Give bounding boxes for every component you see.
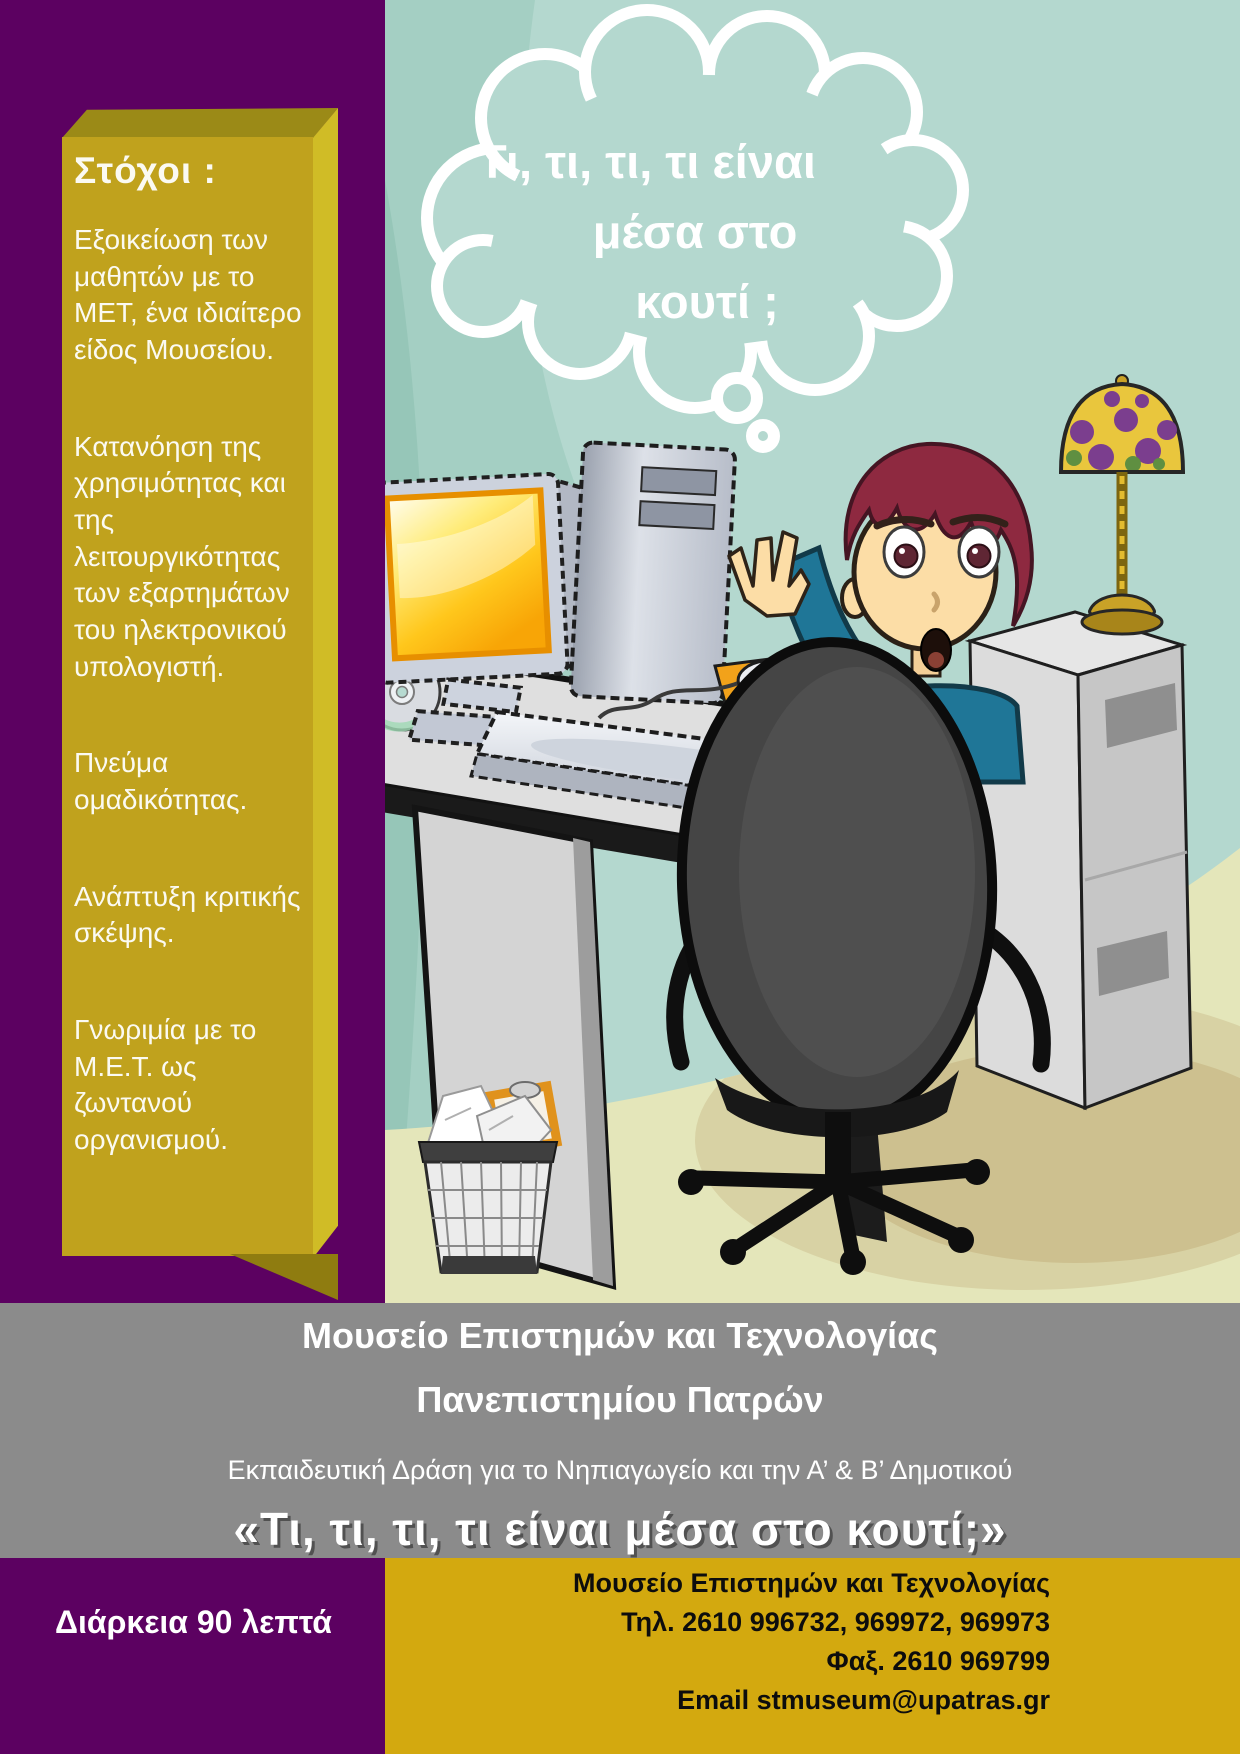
objectives-title: Στόχοι : bbox=[74, 150, 217, 191]
objective-item: Κατανόηση της χρησιμότητας και της λειτουργικότητας των εξαρτημάτων του ηλεκτρονικού υπολογιστή. bbox=[74, 430, 290, 682]
gold-box-fold bbox=[230, 1254, 338, 1300]
gold-box-side-face bbox=[313, 108, 338, 1258]
objective-item: Πνεύμα ομαδικότητας. bbox=[74, 747, 248, 816]
footer-purple-block bbox=[0, 1558, 385, 1754]
banner-subtitle: Εκπαιδευτική Δράση για το Νηπιαγωγείο και την Α’ & Β’ Δημοτικού bbox=[227, 1455, 1013, 1485]
objective-item: Ανάπτυξη κριτικής σκέψης. bbox=[74, 880, 301, 949]
bubble-text-line2: μέσα στο bbox=[592, 205, 798, 258]
contact-phone: Τηλ. 2610 996732, 969972, 969973 bbox=[621, 1607, 1050, 1637]
footer-gold-block bbox=[385, 1558, 1240, 1754]
tower-vent bbox=[639, 501, 714, 529]
sidebar bbox=[0, 0, 385, 1303]
banner-activity-title: «Τι, τι, τι, τι είναι μέσα στο κουτί;» bbox=[233, 1503, 1007, 1555]
objective-item: Εξοικείωση των μαθητών με το ΜΕΤ, ένα ιδιαίτερο είδος Μουσείου. bbox=[74, 224, 302, 366]
file-cabinet bbox=[970, 612, 1191, 1108]
contact-block bbox=[573, 1564, 1050, 1720]
contact-fax: Φαξ. 2610 969799 bbox=[826, 1646, 1050, 1676]
objectives-box bbox=[74, 150, 308, 1219]
trash-can bbox=[419, 1082, 557, 1274]
banner-museum-line1: Μουσείο Επιστημών και Τεχνολογίας bbox=[302, 1315, 938, 1356]
banner bbox=[0, 1303, 1240, 1558]
tower-vent bbox=[641, 467, 716, 495]
illustration-scene bbox=[385, 0, 1240, 1303]
banner-museum-line2: Πανεπιστημίου Πατρών bbox=[416, 1379, 824, 1420]
computer-tower bbox=[570, 442, 735, 704]
duration-label: Διάρκεια 90 λεπτά bbox=[55, 1604, 332, 1640]
contact-email: Email stmuseum@upatras.gr bbox=[677, 1685, 1050, 1715]
gold-box-top-face bbox=[62, 108, 338, 138]
bubble-text-line3: κουτί ; bbox=[635, 275, 779, 328]
contact-museum-name: Μουσείο Επιστημών και Τεχνολογίας bbox=[573, 1568, 1050, 1598]
footer bbox=[0, 1558, 1240, 1754]
objective-item: Γνωριμία με το Μ.Ε.Τ. ως ζωντανού οργανισμού. bbox=[74, 1014, 257, 1156]
bubble-text-line1: Τι, τι, τι, τι είναι bbox=[478, 135, 816, 188]
